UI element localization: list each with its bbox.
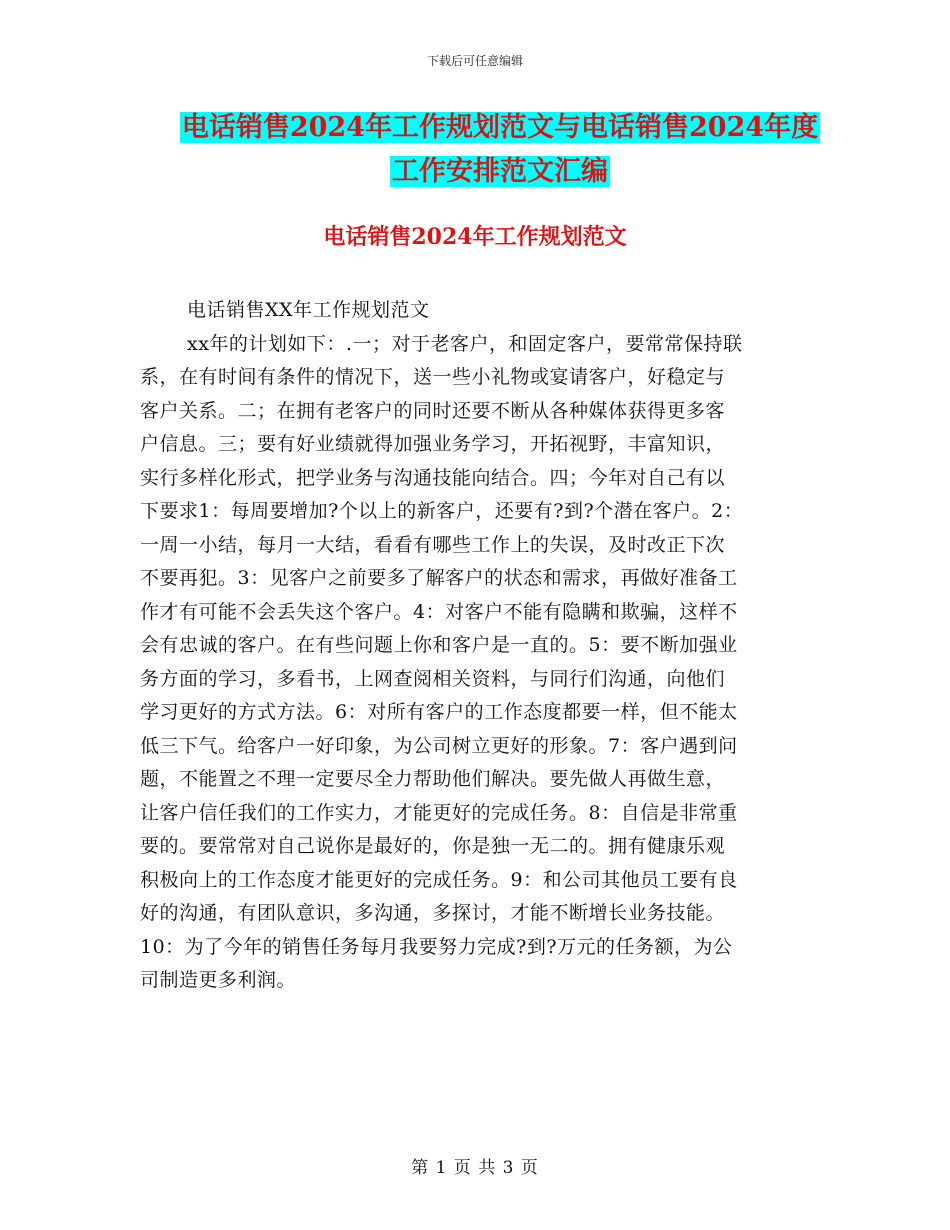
subtitle: 电话销售XX年工作规划范文 xyxy=(187,299,430,321)
paragraph-line: 一周一小结，每月一大结，看看有哪些工作上的失误，及时改正下次 xyxy=(140,533,726,556)
paragraph-line: 作才有可能不会丢失这个客户。4：对客户不能有隐瞒和欺骗，这样不 xyxy=(140,600,738,623)
paragraph-line: 客户关系。二；在拥有老客户的同时还要不断从各种媒体获得更多客 xyxy=(140,399,726,422)
paragraph-line: 务方面的学习，多看书，上网查阅相关资料，与同行们沟通，向他们 xyxy=(140,667,726,690)
page-header-note: 下载后可任意编辑 xyxy=(426,54,523,68)
paragraph-line: xx年的计划如下：.一；对于老客户，和固定客户，要常常保持联 xyxy=(187,332,743,355)
document-title-text-1: 电话销售2024年工作规划范文与电话销售2024年度 xyxy=(181,112,819,143)
paragraph-line: 下要求1：每周要增加?个以上的新客户，还要有?到?个潜在客户。2： xyxy=(140,500,744,522)
section-title: 电话销售2024年工作规划范文 xyxy=(323,224,627,250)
paragraph-line: 积极向上的工作态度才能更好的完成任务。9：和公司其他员工要有良 xyxy=(140,868,738,891)
paragraph-line: 户信息。三；要有好业绩就得加强业务学习，开拓视野，丰富知识， xyxy=(140,433,726,455)
page-number: 第 1 页 共 3 页 xyxy=(411,1158,539,1178)
paragraph-line: 低三下气。给客户一好印象，为公司树立更好的形象。7：客户遇到问 xyxy=(140,734,738,757)
paragraph-line: 会有忠诚的客户。在有些问题上你和客户是一直的。5：要不断加强业 xyxy=(140,634,738,656)
paragraph-line: 司制造更多利润。 xyxy=(140,969,297,991)
document-title-line-2 xyxy=(150,152,850,192)
paragraph-line: 学习更好的方式方法。6：对所有客户的工作态度都要一样，但不能太 xyxy=(140,701,738,723)
document-body xyxy=(140,294,820,998)
paragraph-line: 不要再犯。3：见客户之前要多了解客户的状态和需求，再做好准备工 xyxy=(140,567,738,589)
paragraph-line: 实行多样化形式，把学业务与沟通技能向结合。四；今年对自己有以 xyxy=(140,466,726,489)
paragraph-line: 系，在有时间有条件的情况下，送一些小礼物或宴请客户，好稳定与 xyxy=(140,366,726,388)
document-title-text-2: 工作安排范文汇编 xyxy=(392,156,608,187)
paragraph-line: 要的。要常常对自己说你是最好的，你是独一无二的。拥有健康乐观 xyxy=(140,835,726,857)
document-title-line-1 xyxy=(150,108,850,148)
paragraph-line: 题，不能置之不理一定要尽全力帮助他们解决。要先做人再做生意， xyxy=(140,768,726,790)
paragraph-line: 好的沟通，有团队意识，多沟通，多探讨，才能不断增长业务技能。 xyxy=(140,902,726,924)
paragraph-line: 10：为了今年的销售任务每月我要努力完成?到?万元的任务额，为公 xyxy=(140,935,733,958)
paragraph-line: 让客户信任我们的工作实力，才能更好的完成任务。8：自信是非常重 xyxy=(140,801,738,824)
